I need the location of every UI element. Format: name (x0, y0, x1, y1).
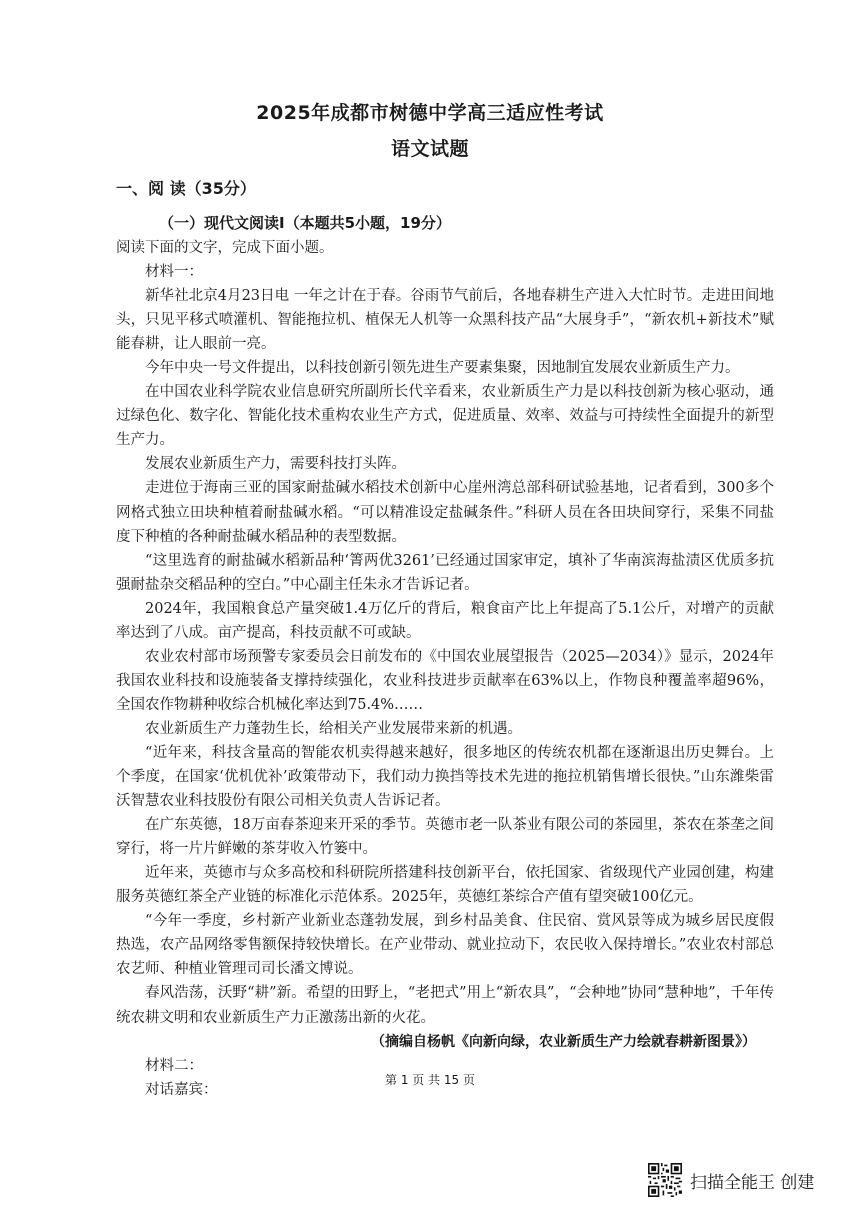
paragraph: 春风浩荡，沃野“耕”新。希望的田野上，“老把式”用上“新农具”，“会种地”协同“慧种地”，千年传统农耕文明和农业新质生产力正激荡出新的火花。 (116, 985, 774, 1026)
exam-title: 2025年成都市树德中学高三适应性考试 (256, 102, 604, 124)
qr-code-icon (648, 1163, 682, 1197)
paragraph: 在中国农业科学院农业信息研究所副所长代辛看来，农业新质生产力是以科技创新为核心驱动，通过绿色化、数字化、智能化技术重构农业生产方式，促进质量、效率、效益与可持续性全面提升的新型生产力。 (116, 384, 774, 449)
exam-subtitle: 语文试题 (390, 138, 469, 160)
paragraph: 农业农村部市场预警专家委员会日前发布的《中国农业展望报告（2025—2034）》显示，2024年我国农业科技和设施装备支撑持续强化，农业科技进步贡献率在63%以上，作物良种覆盖率超96%，全国农作物耕种收综合机械化率达到75.4%…… (116, 648, 774, 713)
citation: （摘编自杨帆《向新向绿，农业新质生产力绘就春耕新图景》） (371, 1033, 756, 1050)
section-heading: 一、阅 读（35分） (116, 179, 256, 198)
paragraph: 农业新质生产力蓬勃生长，给相关产业发展带来新的机遇。 (145, 720, 522, 737)
scanner-watermark-text: 扫描全能王 创建 (690, 1172, 815, 1193)
paragraph: 今年中央一号文件提出，以科技创新引领先进生产要素集聚，因地制宜发展农业新质生产力。 (145, 360, 740, 377)
paragraph: 2024年，我国粮食总产量突破1.4万亿斤的背后，粮食亩产比上年提高了5.1公斤，对增产的贡献率达到了八成。亩产提高，科技贡献不可或缺。 (116, 600, 774, 641)
scanner-watermark (648, 1163, 814, 1197)
page-number: 第 1 页 共 15 页 (385, 1073, 475, 1087)
reading-passage (116, 236, 774, 1102)
paragraph: 走进位于海南三亚的国家耐盐碱水稻技术创新中心崖州湾总部科研试验基地，记者看到，300多个网格式独立田块种植着耐盐碱水稻。“可以精准设定盐碱条件。”科研人员在各田块间穿行，采集不同盐度下种植的各种耐盐碱水稻品种的表型数据。 (116, 480, 774, 545)
instruction: 阅读下面的文字，完成下面小题。 (116, 240, 334, 256)
paragraph: 发展农业新质生产力，需要科技打头阵。 (145, 456, 406, 473)
paragraph: 新华社北京4月23日电 一年之计在于春。谷雨节气前后，各地春耕生产进入大忙时节。走进田间地头，只见平移式喷灌机、智能拖拉机、植保无人机等一众黑科技产品“大展身手”，“新农机+新技术”赋能春耕，让人眼前一亮。 (116, 288, 774, 353)
paragraph: 近年来，英德市与众多高校和科研院所搭建科技创新平台，依托国家、省级现代产业园创建，构建服务英德红茶全产业链的标准化示范体系。2025年，英德红茶综合产值有望突破100亿元。 (116, 865, 774, 906)
paragraph: “这里选育的耐盐碱水稻新品种‘箐两优3261’已经通过国家审定，填补了华南滨海盐渍区优质多抗强耐盐杂交稻品种的空白。”中心副主任朱永才告诉记者。 (116, 552, 774, 593)
material-label: 材料二： (145, 1057, 203, 1074)
paragraph: “今年一季度，乡村新产业新业态蓬勃发展，到乡村品美食、住民宿、赏风景等成为城乡居民度假热选，农产品网络零售额保持较快增长。在产业带动、就业拉动下，农民收入保持增长。”农业农村部总农艺师、种植业管理司司长潘文博说。 (116, 913, 774, 978)
paragraph: 对话嘉宾： (145, 1081, 218, 1098)
subsection-heading: （一）现代文阅读Ⅰ（本题共5小题，19分） (159, 214, 451, 232)
paragraph: 在广东英德，18万亩春茶迎来开采的季节。英德市老一队茶业有限公司的茶园里，茶农在茶垄之间穿行，将一片片鲜嫩的茶芽收入竹篓中。 (116, 817, 774, 858)
paragraph: “近年来，科技含量高的智能农机卖得越来越好，很多地区的传统农机都在逐渐退出历史舞台。上个季度，在国家‘优机优补’政策带动下，我们动力换挡等技术先进的拖拉机销售增长很快。”山东潍柴雷沃智慧农业科技股份有限公司相关负责人告诉记者。 (116, 744, 774, 810)
material-label: 材料一： (145, 264, 203, 281)
